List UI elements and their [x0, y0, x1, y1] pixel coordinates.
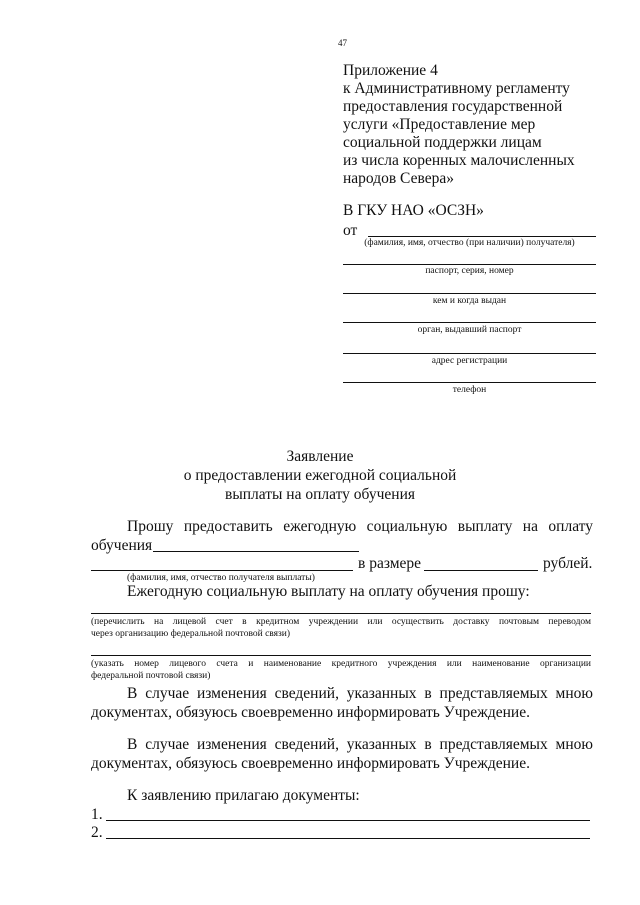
notice-text: В случае изменения сведений, указанных в представляемых мною: [127, 736, 593, 753]
attachment-field-1[interactable]: [106, 820, 590, 821]
page-number: 47: [338, 38, 347, 48]
payment-method-caption: (перечислить на лицевой счет в кредитном учреждении или осуществить доставку почтовым переводом: [91, 617, 591, 627]
account-details-caption: (указать номер лицевого счета и наименование кредитного учреждения или наименование организации: [91, 659, 591, 669]
payment-method-intro: Ежегодную социальную выплату на оплату обучения прошу:: [127, 583, 530, 600]
passport-issued-field[interactable]: [343, 293, 596, 294]
appendix-line: из числа коренных малочисленных: [343, 152, 575, 169]
attachment-field-2[interactable]: [106, 838, 590, 839]
appendix-line: Приложение 4: [343, 62, 438, 79]
phone-field[interactable]: [343, 382, 596, 383]
notice-text-continued: документах, обязуюсь своевременно информировать Учреждение.: [91, 704, 530, 721]
title-line: выплаты на оплату обучения: [225, 486, 415, 503]
attachment-number: 1.: [91, 806, 103, 823]
field-caption: адрес регистрации: [431, 356, 508, 366]
title-line: о предоставлении ежегодной социальной: [183, 467, 457, 484]
applicant-name-field[interactable]: [368, 236, 596, 237]
notice-text: В случае изменения сведений, указанных в представляемых мною: [127, 685, 593, 702]
appendix-header: [343, 62, 633, 188]
title-line: Заявление: [286, 448, 354, 465]
request-text-continued: обучения: [91, 537, 153, 554]
addressee-to: В ГКУ НАО «ОСЗН»: [343, 202, 484, 219]
passport-authority-field[interactable]: [343, 322, 596, 323]
field-caption: паспорт, серия, номер: [425, 266, 514, 276]
account-details-caption-continued: федеральной почтовой связи): [91, 671, 211, 681]
field-caption: орган, выдавший паспорт: [417, 325, 522, 335]
account-details-field[interactable]: [91, 655, 591, 656]
request-text: Прошу предоставить ежегодную социальную выплату на оплату: [127, 518, 593, 535]
addressee-from-label: от: [343, 222, 358, 239]
registration-address-field[interactable]: [343, 353, 596, 354]
field-caption: телефон: [452, 385, 487, 395]
currency-label: рублей.: [543, 555, 593, 572]
appendix-line: социальной поддержки лицам: [343, 134, 542, 151]
appendix-line: к Административному регламенту: [343, 80, 570, 97]
document-title: [0, 447, 640, 504]
attachment-number: 2.: [91, 824, 103, 841]
field-caption: кем и когда выдан: [432, 296, 507, 306]
recipient-name-field[interactable]: [91, 570, 353, 571]
passport-number-field[interactable]: [343, 264, 596, 265]
field-caption: (фамилия, имя, отчество (при наличии) получателя): [364, 238, 575, 248]
recipient-caption: (фамилия, имя, отчество получателя выплаты): [127, 573, 315, 583]
appendix-line: предоставления государственной: [343, 98, 563, 115]
appendix-line: народов Севера»: [343, 170, 454, 187]
education-field[interactable]: [153, 551, 359, 552]
payment-method-caption-continued: через организацию федеральной почтовой связи): [91, 629, 291, 639]
notice-text-continued: документах, обязуюсь своевременно информировать Учреждение.: [91, 755, 530, 772]
amount-field[interactable]: [424, 570, 538, 571]
amount-label: в размере: [358, 555, 422, 572]
attachments-intro: К заявлению прилагаю документы:: [127, 787, 360, 804]
payment-method-field[interactable]: [91, 613, 591, 614]
appendix-line: услуги «Предоставление мер: [343, 116, 536, 133]
